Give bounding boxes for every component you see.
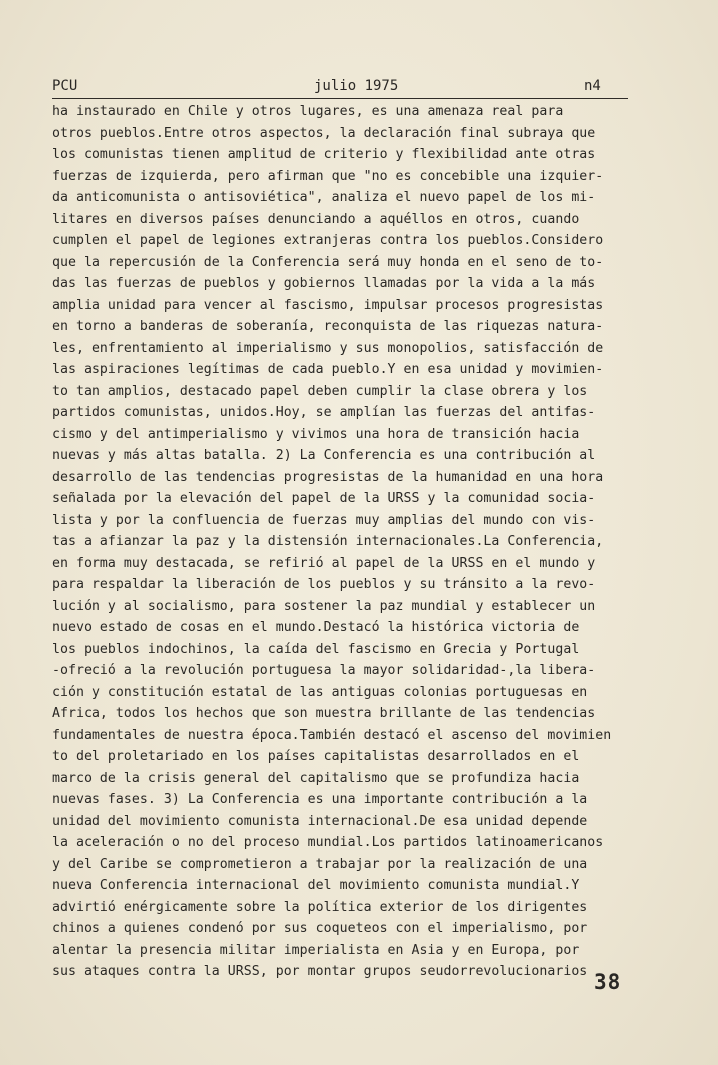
text-line: otros pueblos.Entre otros aspectos, la declaración final subraya que: [52, 125, 596, 141]
body-text: [52, 101, 672, 983]
text-line: sus ataques contra la URSS, por montar grupos seudorrevolucionarios: [52, 964, 588, 979]
text-line: nueva Conferencia internacional del movimiento comunista mundial.Y: [52, 878, 580, 893]
text-line: la aceleración o no del proceso mundial.Los partidos latinoamericanos: [52, 835, 604, 850]
text-line: unidad del movimiento comunista internacional.De esa unidad depende: [52, 813, 588, 829]
text-line: en forma muy destacada, se refirió al papel de la URSS en el mundo y: [52, 555, 596, 571]
text-line: en torno a banderas de soberanía, reconquista de las riquezas natura-: [52, 319, 604, 334]
text-line: ción y constitución estatal de las antiguas colonias portuguesas en: [52, 684, 588, 700]
text-line: cismo y del antimperialismo y vivimos una hora de transición hacia: [52, 426, 580, 442]
text-line: da anticomunista o antisoviética", analiza el nuevo papel de los mi-: [52, 190, 596, 205]
text-line: que la repercusión de la Conferencia será muy honda en el seno de to-: [52, 254, 604, 270]
text-line: lista y por la confluencia de fuerzas muy amplias del mundo con vis-: [52, 512, 596, 528]
text-line: Africa, todos los hechos que son muestra brillante de las tendencias: [52, 706, 596, 721]
text-line: -ofreció a la revolución portuguesa la mayor solidaridad-,la libera-: [52, 663, 596, 678]
text-line: litares en diversos países denunciando a aquéllos en otros, cuando: [52, 211, 580, 227]
text-line: fundamentales de nuestra época.También destacó el ascenso del movimien: [52, 727, 612, 743]
text-line: ha instaurado en Chile y otros lugares, es una amenaza real para: [52, 104, 564, 119]
text-line: amplia unidad para vencer al fascismo, impulsar procesos progresistas: [52, 297, 604, 313]
text-line: das las fuerzas de pueblos y gobiernos llamadas por la vida a la más: [52, 276, 596, 291]
page-number: 38: [594, 970, 622, 994]
text-line: nuevo estado de cosas en el mundo.Destacó la histórica victoria de: [52, 620, 580, 635]
text-line: los comunistas tienen amplitud de criterio y flexibilidad ante otras: [52, 147, 596, 162]
text-line: las aspiraciones legítimas de cada pueblo.Y en esa unidad y movimien-: [52, 362, 604, 377]
text-line: marco de la crisis general del capitalismo que se profundiza hacia: [52, 770, 580, 786]
text-line: nuevas fases. 3) La Conferencia es una importante contribución a la: [52, 792, 588, 807]
text-line: advirtió enérgicamente sobre la política exterior de los dirigentes: [52, 899, 588, 915]
text-line: cumplen el papel de legiones extranjeras contra los pueblos.Considero: [52, 233, 604, 248]
text-line: nuevas y más altas batalla. 2) La Conferencia es una contribución al: [52, 448, 596, 463]
text-line: fuerzas de izquierda, pero afirman que "no es concebible una izquier-: [52, 168, 604, 184]
text-line: partidos comunistas, unidos.Hoy, se amplían las fuerzas del antifas-: [52, 405, 596, 420]
text-line: to del proletariado en los países capitalistas desarrollados en el: [52, 749, 580, 764]
text-line: desarrollo de las tendencias progresistas de la humanidad en una hora: [52, 469, 604, 485]
text-line: chinos a quienes condenó por sus coqueteos con el imperialismo, por: [52, 921, 588, 936]
text-line: lución y al socialismo, para sostener la paz mundial y establecer un: [52, 598, 596, 614]
text-line: para respaldar la liberación de los pueblos y su tránsito a la revo-: [52, 577, 596, 592]
header-publication: PCU: [52, 78, 78, 94]
text-line: les, enfrentamiento al imperialismo y sus monopolios, satisfacción de: [52, 340, 604, 356]
text-line: y del Caribe se comprometieron a trabajar por la realización de una: [52, 856, 588, 872]
header-issue-number: n4: [584, 78, 601, 94]
text-line: alentar la presencia militar imperialista en Asia y en Europa, por: [52, 942, 580, 958]
page-header: [52, 78, 628, 99]
text-line: los pueblos indochinos, la caída del fascismo en Grecia y Portugal: [52, 641, 580, 657]
header-date: julio 1975: [314, 78, 399, 94]
text-line: to tan amplios, destacado papel deben cumplir la clase obrera y los: [52, 383, 588, 399]
text-line: señalada por la elevación del papel de la URSS y la comunidad socia-: [52, 491, 596, 506]
text-line: tas a afianzar la paz y la distensión internacionales.La Conferencia,: [52, 534, 604, 549]
